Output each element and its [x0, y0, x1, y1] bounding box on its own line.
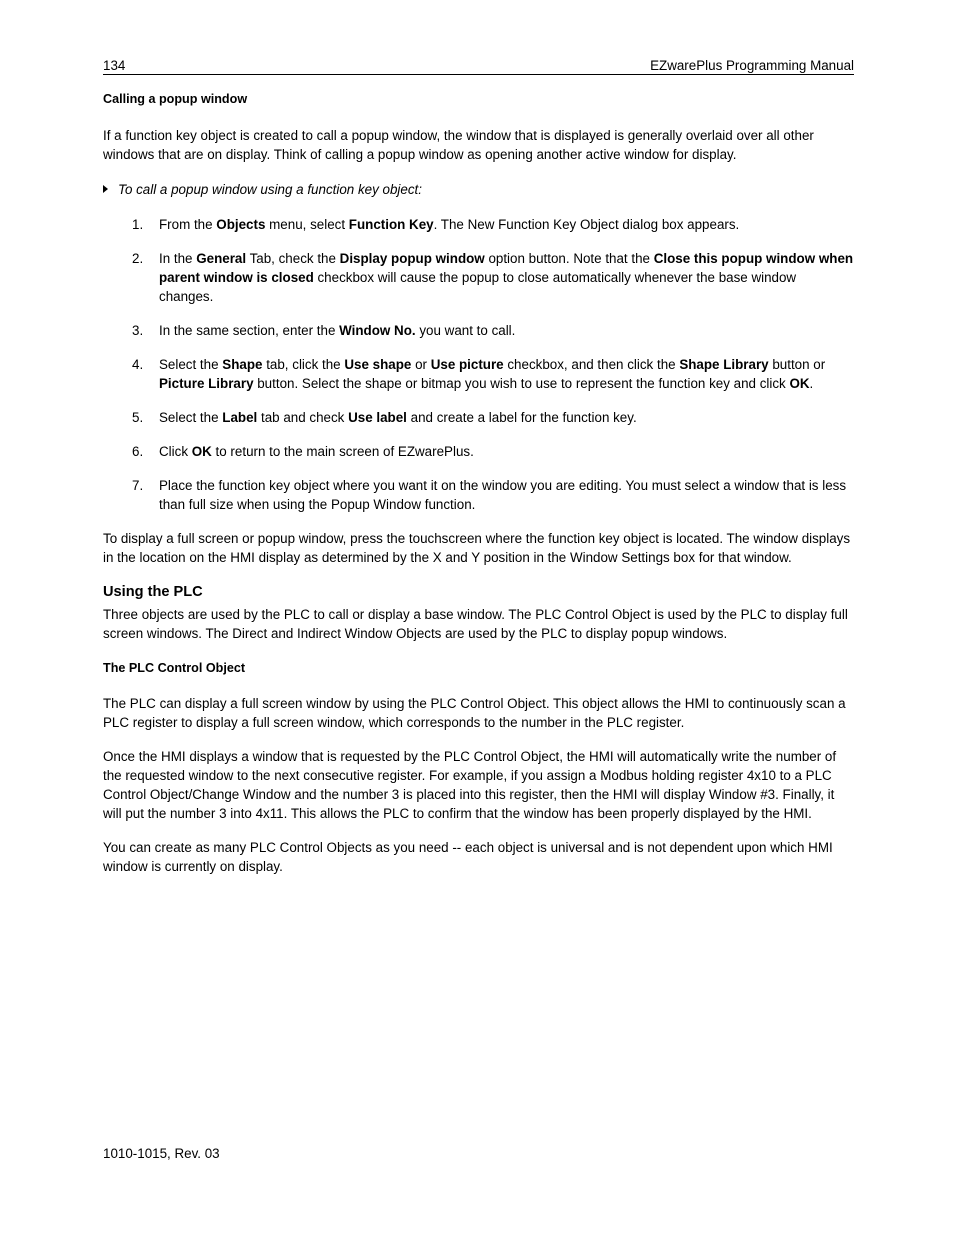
step-text-run: Click: [159, 444, 192, 459]
step-text-run: option button. Note that the: [484, 251, 654, 266]
procedure-step: [103, 408, 854, 427]
step-bold-term: Use picture: [430, 357, 504, 372]
plc-intro: Three objects are used by the PLC to call or display a base window. The PLC Control Object is used by the PLC to display full screen windows. The Direct and Indirect Window Objects are used by the PLC to display popup windows.: [103, 607, 848, 641]
step-text: [159, 478, 846, 512]
plc-paragraph-2: Once the HMI displays a window that is requested by the PLC Control Object, the HMI will automatically write the number of the requested window to the next consecutive register. For example, if you assign a Modbus holding register 4x10 to a PLC Control Object/Change Window and the number 3 is placed into this register, then the HMI will display Window #3. Finally, it will put the number 3 into 4x11. This allows the PLC to confirm that the window has been properly displayed by the HMI.: [103, 749, 837, 821]
page-header: [103, 56, 854, 75]
procedure-label-text: To call a popup window using a function key object:: [118, 182, 422, 197]
step-text-run: or: [411, 357, 431, 372]
plc-paragraph-3: You can create as many PLC Control Objects as you need -- each object is universal and is not dependent upon which HMI window is currently on display.: [103, 840, 833, 874]
step-number: 2.: [132, 251, 144, 266]
step-bold-term: Display popup window: [339, 251, 485, 266]
step-text-run: .: [809, 376, 814, 391]
triangle-right-icon: [103, 185, 108, 193]
step-number: 4.: [132, 357, 144, 372]
step-text-run: Tab, check the: [246, 251, 340, 266]
step-bold-term: Objects: [216, 217, 266, 232]
step-bold-term: Picture Library: [159, 376, 254, 391]
step-text: [159, 357, 825, 391]
plc-paragraph-1: The PLC can display a full screen window by using the PLC Control Object. This object allows the HMI to continuously scan a PLC register to display a full screen window, which corresponds to the number in the PLC register.: [103, 696, 846, 730]
step-text-run: button. Select the shape or bitmap you wish to use to represent the function key and click: [253, 376, 790, 391]
step-bold-term: Shape Library: [679, 357, 769, 372]
step-text: [159, 444, 474, 459]
procedure-steps: [103, 215, 854, 514]
step-text-run: to return to the main screen of EZwarePlus.: [211, 444, 474, 459]
step-text-run: Select the: [159, 357, 223, 372]
procedure-step: [103, 442, 854, 461]
step-bold-term: OK: [191, 444, 212, 459]
step-bold-term: Close this popup window when parent window is closed: [159, 251, 854, 285]
step-text-run: tab and check: [257, 410, 349, 425]
page-number: 134: [103, 58, 126, 73]
document-id: 1010-1015, Rev. 03: [103, 1146, 220, 1161]
step-text-run: Place the function key object where you want it on the window you are editing. You must select a window that is less than full size when using the Popup Window function.: [159, 478, 847, 512]
step-text-run: menu, select: [265, 217, 349, 232]
step-text: [159, 410, 637, 425]
procedure-step: [103, 215, 854, 234]
step-text-run: In the: [159, 251, 197, 266]
step-bold-term: Function Key: [348, 217, 434, 232]
step-text-run: checkbox, and then click the: [503, 357, 680, 372]
step-number: 1.: [132, 217, 144, 232]
procedure-label: [103, 180, 854, 199]
step-text-run: and create a label for the function key.: [406, 410, 637, 425]
procedure-step: [103, 249, 854, 306]
page-footer: [103, 1144, 220, 1163]
step-bold-term: Window No.: [339, 323, 416, 338]
step-bold-term: OK: [789, 376, 810, 391]
step-text: [159, 323, 515, 338]
step-number: 5.: [132, 410, 144, 425]
step-bold-term: General: [196, 251, 247, 266]
procedure-step: [103, 321, 854, 340]
step-bold-term: Use shape: [344, 357, 412, 372]
step-bold-term: Use label: [348, 410, 407, 425]
step-text: [159, 251, 853, 304]
step-text-run: . The New Function Key Object dialog box appears.: [433, 217, 740, 232]
step-number: 7.: [132, 478, 144, 493]
step-text-run: tab, click the: [262, 357, 345, 372]
step-text: [159, 217, 739, 232]
step-number: 6.: [132, 444, 144, 459]
step-bold-term: Label: [222, 410, 258, 425]
page-content: [103, 90, 854, 876]
procedure-step: [103, 476, 854, 514]
step-text-run: From the: [159, 217, 217, 232]
step-text-run: Select the: [159, 410, 223, 425]
popup-section-title: Calling a popup window: [103, 92, 248, 106]
step-text-run: checkbox will cause the popup to close automatically whenever the base window changes.: [159, 270, 797, 304]
step-bold-term: Shape: [222, 357, 263, 372]
step-text-run: In the same section, enter the: [159, 323, 340, 338]
plc-section-title: Using the PLC: [103, 584, 203, 600]
plc-control-title: The PLC Control Object: [103, 661, 246, 675]
procedure-step: [103, 355, 854, 393]
step-text-run: button or: [768, 357, 826, 372]
manual-title: EZwarePlus Programming Manual: [650, 58, 854, 73]
popup-intro: If a function key object is created to call a popup window, the window that is displayed is generally overlaid over all other windows that are on display. Think of calling a popup window as opening another active window for display.: [103, 128, 814, 162]
step-text-run: you want to call.: [415, 323, 516, 338]
step-number: 3.: [132, 323, 144, 338]
popup-closing: To display a full screen or popup window, press the touchscreen where the function key object is located. The window displays in the location on the HMI display as determined by the X and Y position in the Window Settings box for that window.: [103, 531, 851, 565]
